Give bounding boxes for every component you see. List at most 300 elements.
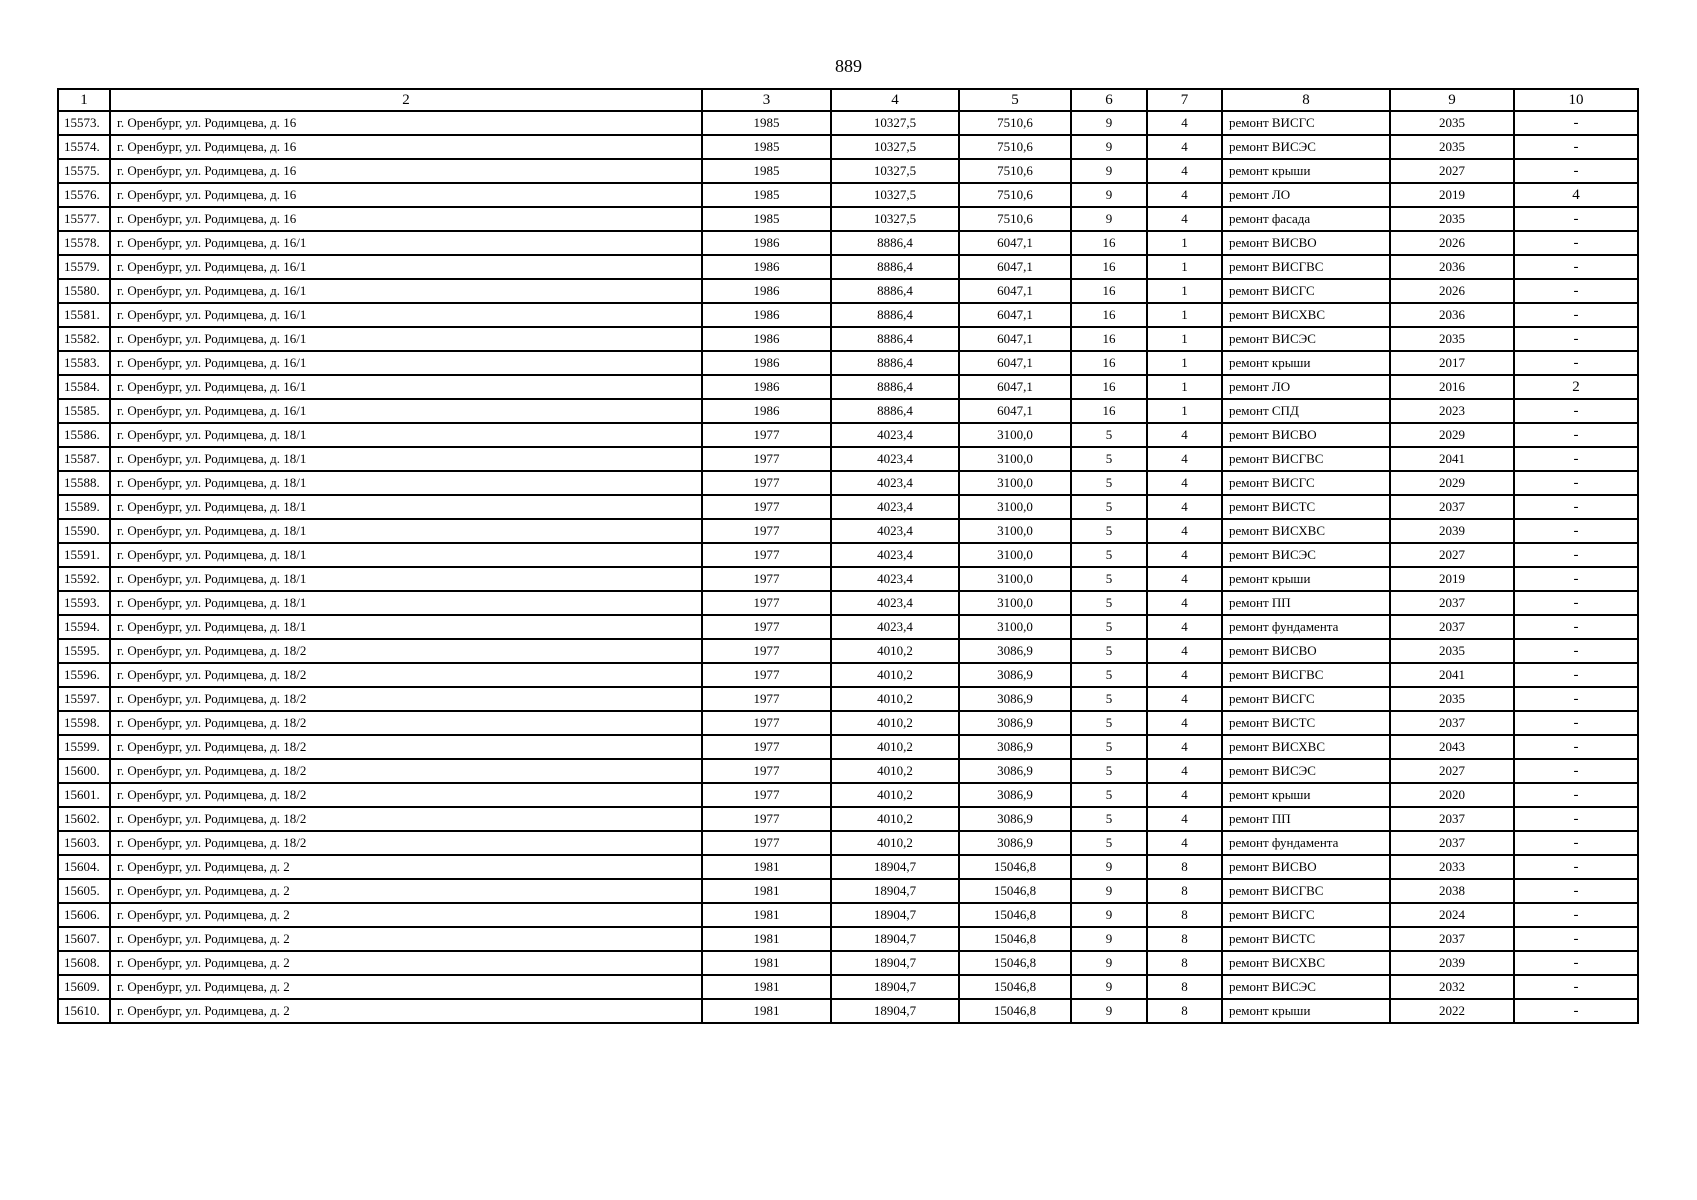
cell-plan-year: 2026 — [1390, 279, 1514, 303]
cell-plan-year: 2022 — [1390, 999, 1514, 1023]
cell-address: г. Оренбург, ул. Родимцева, д. 18/1 — [110, 591, 702, 615]
cell-extra: - — [1514, 687, 1638, 711]
cell-address: г. Оренбург, ул. Родимцева, д. 18/2 — [110, 831, 702, 855]
cell-plan-year: 2043 — [1390, 735, 1514, 759]
cell-floors: 16 — [1071, 351, 1147, 375]
cell-row-number: 15604. — [58, 855, 110, 879]
cell-entrances: 4 — [1147, 423, 1222, 447]
cell-row-number: 15602. — [58, 807, 110, 831]
cell-address: г. Оренбург, ул. Родимцева, д. 16/1 — [110, 399, 702, 423]
cell-entrances: 4 — [1147, 543, 1222, 567]
cell-row-number: 15577. — [58, 207, 110, 231]
cell-floors: 16 — [1071, 231, 1147, 255]
cell-plan-year: 2027 — [1390, 159, 1514, 183]
cell-living-area: 6047,1 — [959, 231, 1071, 255]
cell-row-number: 15594. — [58, 615, 110, 639]
cell-address: г. Оренбург, ул. Родимцева, д. 16/1 — [110, 231, 702, 255]
cell-plan-year: 2016 — [1390, 375, 1514, 399]
cell-work-type: ремонт фундамента — [1222, 831, 1390, 855]
cell-total-area: 10327,5 — [831, 111, 959, 135]
cell-living-area: 3086,9 — [959, 783, 1071, 807]
cell-row-number: 15609. — [58, 975, 110, 999]
cell-plan-year: 2023 — [1390, 399, 1514, 423]
cell-extra: - — [1514, 855, 1638, 879]
column-header-4: 4 — [831, 89, 959, 111]
cell-address: г. Оренбург, ул. Родимцева, д. 2 — [110, 975, 702, 999]
table-row — [58, 519, 1638, 543]
table-row — [58, 927, 1638, 951]
cell-total-area: 8886,4 — [831, 255, 959, 279]
table-row — [58, 615, 1638, 639]
cell-entrances: 4 — [1147, 807, 1222, 831]
cell-build-year: 1986 — [702, 399, 831, 423]
cell-total-area: 8886,4 — [831, 303, 959, 327]
cell-floors: 9 — [1071, 855, 1147, 879]
cell-total-area: 18904,7 — [831, 927, 959, 951]
column-header-10: 10 — [1514, 89, 1638, 111]
cell-floors: 5 — [1071, 735, 1147, 759]
cell-build-year: 1981 — [702, 855, 831, 879]
cell-build-year: 1986 — [702, 255, 831, 279]
cell-floors: 5 — [1071, 543, 1147, 567]
cell-living-area: 3100,0 — [959, 495, 1071, 519]
cell-plan-year: 2029 — [1390, 471, 1514, 495]
cell-living-area: 15046,8 — [959, 855, 1071, 879]
cell-living-area: 3100,0 — [959, 447, 1071, 471]
cell-extra: - — [1514, 423, 1638, 447]
cell-address: г. Оренбург, ул. Родимцева, д. 16 — [110, 159, 702, 183]
cell-address: г. Оренбург, ул. Родимцева, д. 18/1 — [110, 567, 702, 591]
cell-floors: 5 — [1071, 639, 1147, 663]
cell-total-area: 18904,7 — [831, 951, 959, 975]
table-row — [58, 999, 1638, 1023]
page-number: 889 — [835, 56, 862, 76]
cell-floors: 16 — [1071, 399, 1147, 423]
cell-entrances: 1 — [1147, 279, 1222, 303]
cell-address: г. Оренбург, ул. Родимцева, д. 18/2 — [110, 759, 702, 783]
table-row — [58, 111, 1638, 135]
cell-floors: 5 — [1071, 687, 1147, 711]
cell-address: г. Оренбург, ул. Родимцева, д. 18/1 — [110, 615, 702, 639]
cell-build-year: 1985 — [702, 159, 831, 183]
cell-floors: 9 — [1071, 111, 1147, 135]
column-header-6: 6 — [1071, 89, 1147, 111]
cell-entrances: 4 — [1147, 663, 1222, 687]
cell-living-area: 3086,9 — [959, 687, 1071, 711]
table-row — [58, 183, 1638, 207]
cell-extra: - — [1514, 231, 1638, 255]
cell-work-type: ремонт ВИСХВС — [1222, 519, 1390, 543]
cell-address: г. Оренбург, ул. Родимцева, д. 2 — [110, 927, 702, 951]
cell-row-number: 15598. — [58, 711, 110, 735]
cell-address: г. Оренбург, ул. Родимцева, д. 18/2 — [110, 783, 702, 807]
cell-plan-year: 2039 — [1390, 519, 1514, 543]
cell-extra: - — [1514, 327, 1638, 351]
cell-plan-year: 2037 — [1390, 831, 1514, 855]
cell-total-area: 4010,2 — [831, 783, 959, 807]
cell-extra: - — [1514, 711, 1638, 735]
cell-address: г. Оренбург, ул. Родимцева, д. 16/1 — [110, 303, 702, 327]
cell-row-number: 15597. — [58, 687, 110, 711]
cell-plan-year: 2019 — [1390, 183, 1514, 207]
cell-living-area: 3086,9 — [959, 639, 1071, 663]
cell-row-number: 15583. — [58, 351, 110, 375]
cell-address: г. Оренбург, ул. Родимцева, д. 16/1 — [110, 327, 702, 351]
cell-work-type: ремонт фасада — [1222, 207, 1390, 231]
cell-extra: - — [1514, 639, 1638, 663]
cell-extra: - — [1514, 879, 1638, 903]
table-row — [58, 831, 1638, 855]
cell-entrances: 4 — [1147, 159, 1222, 183]
cell-plan-year: 2035 — [1390, 327, 1514, 351]
cell-address: г. Оренбург, ул. Родимцева, д. 16/1 — [110, 351, 702, 375]
cell-living-area: 7510,6 — [959, 207, 1071, 231]
cell-address: г. Оренбург, ул. Родимцева, д. 18/1 — [110, 543, 702, 567]
cell-floors: 9 — [1071, 207, 1147, 231]
cell-total-area: 4010,2 — [831, 687, 959, 711]
cell-total-area: 4010,2 — [831, 663, 959, 687]
cell-living-area: 3100,0 — [959, 567, 1071, 591]
cell-address: г. Оренбург, ул. Родимцева, д. 18/2 — [110, 735, 702, 759]
cell-entrances: 8 — [1147, 999, 1222, 1023]
cell-extra: 2 — [1514, 375, 1638, 399]
cell-work-type: ремонт ВИСХВС — [1222, 303, 1390, 327]
cell-address: г. Оренбург, ул. Родимцева, д. 2 — [110, 951, 702, 975]
cell-plan-year: 2019 — [1390, 567, 1514, 591]
cell-living-area: 7510,6 — [959, 183, 1071, 207]
cell-row-number: 15575. — [58, 159, 110, 183]
cell-entrances: 4 — [1147, 471, 1222, 495]
cell-floors: 5 — [1071, 423, 1147, 447]
cell-work-type: ремонт ВИСТС — [1222, 711, 1390, 735]
cell-plan-year: 2038 — [1390, 879, 1514, 903]
cell-row-number: 15588. — [58, 471, 110, 495]
cell-total-area: 18904,7 — [831, 975, 959, 999]
cell-floors: 5 — [1071, 519, 1147, 543]
cell-work-type: ремонт ВИСГВС — [1222, 255, 1390, 279]
cell-row-number: 15586. — [58, 423, 110, 447]
cell-entrances: 4 — [1147, 687, 1222, 711]
column-header-1: 1 — [58, 89, 110, 111]
cell-living-area: 3100,0 — [959, 615, 1071, 639]
table-row — [58, 711, 1638, 735]
cell-plan-year: 2029 — [1390, 423, 1514, 447]
cell-row-number: 15579. — [58, 255, 110, 279]
cell-floors: 16 — [1071, 375, 1147, 399]
cell-floors: 5 — [1071, 591, 1147, 615]
cell-extra: - — [1514, 759, 1638, 783]
cell-living-area: 15046,8 — [959, 903, 1071, 927]
cell-work-type: ремонт ВИСГС — [1222, 471, 1390, 495]
column-header-9: 9 — [1390, 89, 1514, 111]
cell-entrances: 4 — [1147, 735, 1222, 759]
cell-build-year: 1986 — [702, 231, 831, 255]
cell-entrances: 8 — [1147, 951, 1222, 975]
cell-living-area: 3100,0 — [959, 543, 1071, 567]
table-body — [58, 111, 1638, 1023]
cell-floors: 5 — [1071, 783, 1147, 807]
cell-build-year: 1985 — [702, 183, 831, 207]
cell-work-type: ремонт ВИСЭС — [1222, 759, 1390, 783]
cell-work-type: ремонт ВИСВО — [1222, 231, 1390, 255]
cell-address: г. Оренбург, ул. Родимцева, д. 18/2 — [110, 663, 702, 687]
cell-address: г. Оренбург, ул. Родимцева, д. 16/1 — [110, 279, 702, 303]
cell-work-type: ремонт ВИСГВС — [1222, 663, 1390, 687]
cell-entrances: 4 — [1147, 711, 1222, 735]
cell-address: г. Оренбург, ул. Родимцева, д. 2 — [110, 879, 702, 903]
table-row — [58, 663, 1638, 687]
cell-entrances: 4 — [1147, 207, 1222, 231]
cell-total-area: 18904,7 — [831, 855, 959, 879]
cell-extra: - — [1514, 543, 1638, 567]
cell-living-area: 3100,0 — [959, 591, 1071, 615]
cell-row-number: 15585. — [58, 399, 110, 423]
cell-total-area: 4023,4 — [831, 447, 959, 471]
cell-plan-year: 2027 — [1390, 759, 1514, 783]
table-row — [58, 591, 1638, 615]
cell-total-area: 4023,4 — [831, 591, 959, 615]
cell-build-year: 1977 — [702, 567, 831, 591]
cell-entrances: 4 — [1147, 783, 1222, 807]
cell-row-number: 15600. — [58, 759, 110, 783]
cell-row-number: 15603. — [58, 831, 110, 855]
cell-total-area: 4023,4 — [831, 495, 959, 519]
cell-plan-year: 2035 — [1390, 135, 1514, 159]
cell-living-area: 3086,9 — [959, 759, 1071, 783]
cell-build-year: 1977 — [702, 831, 831, 855]
table-row — [58, 447, 1638, 471]
cell-address: г. Оренбург, ул. Родимцева, д. 16/1 — [110, 255, 702, 279]
cell-entrances: 8 — [1147, 879, 1222, 903]
table-row — [58, 903, 1638, 927]
cell-total-area: 10327,5 — [831, 159, 959, 183]
cell-entrances: 4 — [1147, 567, 1222, 591]
cell-extra: - — [1514, 927, 1638, 951]
cell-work-type: ремонт крыши — [1222, 783, 1390, 807]
cell-entrances: 1 — [1147, 231, 1222, 255]
table-row — [58, 207, 1638, 231]
cell-row-number: 15587. — [58, 447, 110, 471]
cell-living-area: 6047,1 — [959, 255, 1071, 279]
cell-living-area: 15046,8 — [959, 975, 1071, 999]
cell-living-area: 3100,0 — [959, 519, 1071, 543]
cell-row-number: 15582. — [58, 327, 110, 351]
cell-work-type: ремонт ВИСВО — [1222, 423, 1390, 447]
cell-row-number: 15574. — [58, 135, 110, 159]
cell-entrances: 8 — [1147, 855, 1222, 879]
cell-entrances: 1 — [1147, 255, 1222, 279]
cell-address: г. Оренбург, ул. Родимцева, д. 18/1 — [110, 447, 702, 471]
cell-total-area: 4010,2 — [831, 735, 959, 759]
cell-total-area: 4010,2 — [831, 639, 959, 663]
table-row — [58, 303, 1638, 327]
cell-address: г. Оренбург, ул. Родимцева, д. 16/1 — [110, 375, 702, 399]
cell-build-year: 1981 — [702, 951, 831, 975]
cell-row-number: 15599. — [58, 735, 110, 759]
cell-row-number: 15610. — [58, 999, 110, 1023]
cell-address: г. Оренбург, ул. Родимцева, д. 2 — [110, 999, 702, 1023]
cell-living-area: 7510,6 — [959, 111, 1071, 135]
cell-total-area: 8886,4 — [831, 399, 959, 423]
cell-work-type: ремонт ВИСЭС — [1222, 543, 1390, 567]
cell-plan-year: 2037 — [1390, 927, 1514, 951]
cell-work-type: ремонт ВИСГС — [1222, 687, 1390, 711]
table-row — [58, 495, 1638, 519]
cell-plan-year: 2041 — [1390, 447, 1514, 471]
cell-floors: 5 — [1071, 567, 1147, 591]
cell-total-area: 4010,2 — [831, 807, 959, 831]
cell-entrances: 4 — [1147, 183, 1222, 207]
cell-build-year: 1986 — [702, 303, 831, 327]
header-row — [58, 89, 1638, 111]
cell-address: г. Оренбург, ул. Родимцева, д. 18/1 — [110, 471, 702, 495]
cell-build-year: 1981 — [702, 975, 831, 999]
cell-work-type: ремонт ВИСХВС — [1222, 951, 1390, 975]
table-row — [58, 375, 1638, 399]
cell-row-number: 15608. — [58, 951, 110, 975]
cell-entrances: 1 — [1147, 351, 1222, 375]
cell-floors: 5 — [1071, 495, 1147, 519]
cell-row-number: 15595. — [58, 639, 110, 663]
cell-plan-year: 2024 — [1390, 903, 1514, 927]
cell-entrances: 4 — [1147, 759, 1222, 783]
table-row — [58, 855, 1638, 879]
cell-work-type: ремонт ВИСВО — [1222, 855, 1390, 879]
cell-build-year: 1981 — [702, 927, 831, 951]
cell-address: г. Оренбург, ул. Родимцева, д. 18/1 — [110, 519, 702, 543]
cell-extra: 4 — [1514, 183, 1638, 207]
cell-total-area: 8886,4 — [831, 231, 959, 255]
cell-address: г. Оренбург, ул. Родимцева, д. 16 — [110, 111, 702, 135]
cell-entrances: 4 — [1147, 831, 1222, 855]
cell-work-type: ремонт ВИСТС — [1222, 927, 1390, 951]
cell-floors: 9 — [1071, 183, 1147, 207]
cell-build-year: 1986 — [702, 327, 831, 351]
cell-work-type: ремонт ВИСГС — [1222, 279, 1390, 303]
column-header-5: 5 — [959, 89, 1071, 111]
cell-total-area: 4023,4 — [831, 615, 959, 639]
cell-living-area: 6047,1 — [959, 351, 1071, 375]
cell-build-year: 1981 — [702, 903, 831, 927]
cell-work-type: ремонт ВИСЭС — [1222, 975, 1390, 999]
cell-entrances: 4 — [1147, 447, 1222, 471]
cell-build-year: 1986 — [702, 279, 831, 303]
cell-entrances: 4 — [1147, 519, 1222, 543]
cell-living-area: 3086,9 — [959, 711, 1071, 735]
cell-row-number: 15592. — [58, 567, 110, 591]
column-header-3: 3 — [702, 89, 831, 111]
cell-living-area: 6047,1 — [959, 375, 1071, 399]
cell-plan-year: 2020 — [1390, 783, 1514, 807]
cell-total-area: 4023,4 — [831, 519, 959, 543]
cell-floors: 5 — [1071, 615, 1147, 639]
cell-build-year: 1977 — [702, 711, 831, 735]
cell-row-number: 15590. — [58, 519, 110, 543]
cell-floors: 16 — [1071, 327, 1147, 351]
cell-floors: 5 — [1071, 447, 1147, 471]
cell-floors: 9 — [1071, 879, 1147, 903]
cell-extra: - — [1514, 783, 1638, 807]
cell-total-area: 4010,2 — [831, 711, 959, 735]
cell-build-year: 1977 — [702, 639, 831, 663]
cell-row-number: 15606. — [58, 903, 110, 927]
column-header-8: 8 — [1222, 89, 1390, 111]
cell-build-year: 1977 — [702, 615, 831, 639]
cell-build-year: 1977 — [702, 543, 831, 567]
cell-work-type: ремонт крыши — [1222, 567, 1390, 591]
cell-floors: 16 — [1071, 279, 1147, 303]
cell-living-area: 15046,8 — [959, 951, 1071, 975]
cell-extra: - — [1514, 999, 1638, 1023]
cell-entrances: 8 — [1147, 927, 1222, 951]
cell-build-year: 1977 — [702, 423, 831, 447]
cell-living-area: 6047,1 — [959, 327, 1071, 351]
cell-plan-year: 2035 — [1390, 207, 1514, 231]
cell-build-year: 1977 — [702, 447, 831, 471]
cell-floors: 5 — [1071, 471, 1147, 495]
cell-row-number: 15573. — [58, 111, 110, 135]
cell-row-number: 15589. — [58, 495, 110, 519]
cell-living-area: 3086,9 — [959, 663, 1071, 687]
cell-entrances: 1 — [1147, 303, 1222, 327]
table-row — [58, 327, 1638, 351]
cell-extra: - — [1514, 447, 1638, 471]
cell-extra: - — [1514, 903, 1638, 927]
cell-address: г. Оренбург, ул. Родимцева, д. 18/1 — [110, 495, 702, 519]
cell-plan-year: 2041 — [1390, 663, 1514, 687]
table-row — [58, 951, 1638, 975]
cell-build-year: 1977 — [702, 735, 831, 759]
cell-total-area: 8886,4 — [831, 327, 959, 351]
cell-extra: - — [1514, 159, 1638, 183]
table-row — [58, 255, 1638, 279]
cell-floors: 5 — [1071, 759, 1147, 783]
cell-entrances: 1 — [1147, 327, 1222, 351]
cell-build-year: 1985 — [702, 207, 831, 231]
cell-entrances: 4 — [1147, 591, 1222, 615]
cell-build-year: 1986 — [702, 351, 831, 375]
cell-extra: - — [1514, 303, 1638, 327]
cell-total-area: 4010,2 — [831, 759, 959, 783]
cell-living-area: 3086,9 — [959, 807, 1071, 831]
table-row — [58, 399, 1638, 423]
cell-address: г. Оренбург, ул. Родимцева, д. 18/2 — [110, 639, 702, 663]
cell-plan-year: 2037 — [1390, 711, 1514, 735]
cell-entrances: 4 — [1147, 111, 1222, 135]
cell-floors: 5 — [1071, 663, 1147, 687]
cell-row-number: 15596. — [58, 663, 110, 687]
cell-row-number: 15576. — [58, 183, 110, 207]
cell-entrances: 4 — [1147, 615, 1222, 639]
cell-extra: - — [1514, 567, 1638, 591]
cell-build-year: 1977 — [702, 471, 831, 495]
cell-plan-year: 2036 — [1390, 255, 1514, 279]
cell-work-type: ремонт крыши — [1222, 159, 1390, 183]
table-row — [58, 783, 1638, 807]
cell-living-area: 6047,1 — [959, 279, 1071, 303]
table-row — [58, 135, 1638, 159]
cell-floors: 9 — [1071, 975, 1147, 999]
cell-row-number: 15591. — [58, 543, 110, 567]
cell-total-area: 10327,5 — [831, 207, 959, 231]
cell-extra: - — [1514, 279, 1638, 303]
cell-plan-year: 2017 — [1390, 351, 1514, 375]
cell-extra: - — [1514, 591, 1638, 615]
table-row — [58, 567, 1638, 591]
cell-floors: 9 — [1071, 951, 1147, 975]
cell-work-type: ремонт ВИСВО — [1222, 639, 1390, 663]
cell-entrances: 1 — [1147, 399, 1222, 423]
